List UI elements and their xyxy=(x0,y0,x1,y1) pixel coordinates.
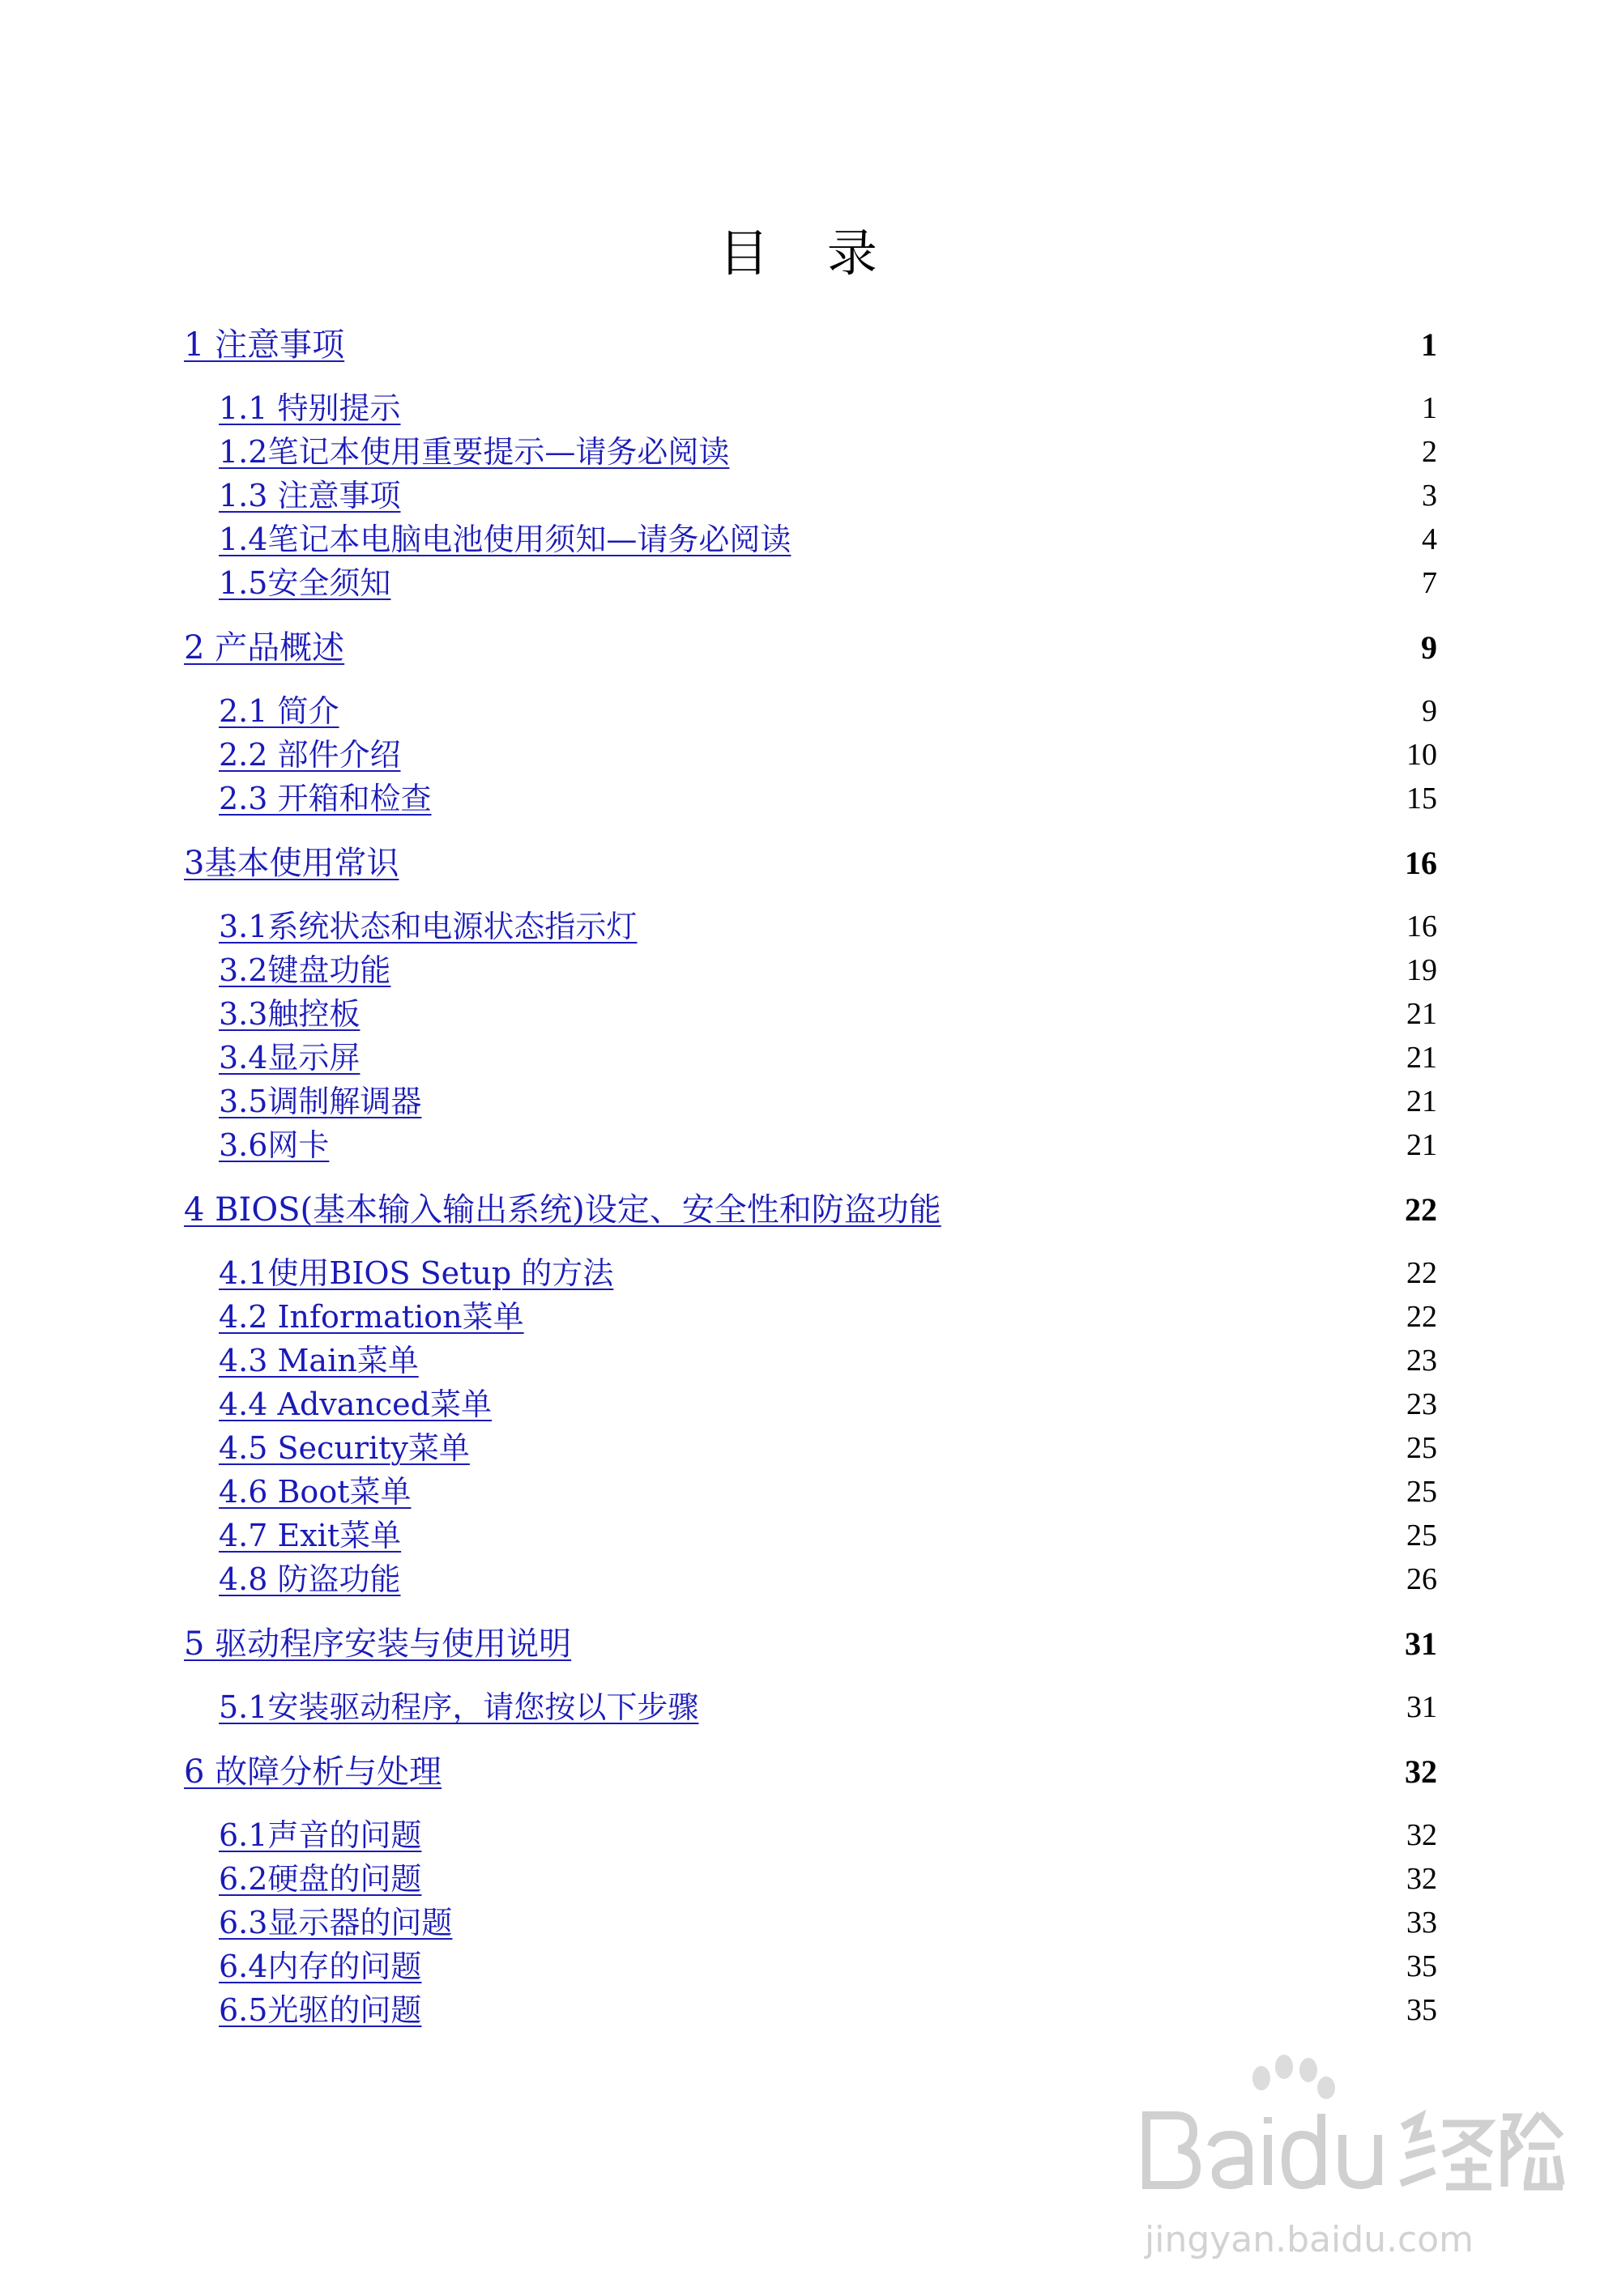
toc-section-row xyxy=(0,1122,1617,1165)
toc-page-number: 35 xyxy=(1406,1993,1437,2027)
toc-section-row xyxy=(0,1381,1617,1425)
toc-section-row xyxy=(0,1987,1617,2030)
toc-page-number: 22 xyxy=(1405,1191,1437,1228)
toc-section-row xyxy=(0,688,1617,731)
toc-section-link[interactable]: 6.3显示器的问题 xyxy=(219,1905,453,1940)
toc-page-number: 21 xyxy=(1406,1041,1437,1075)
toc-chapter-row xyxy=(0,1187,1617,1231)
toc-section-link[interactable]: 1.5安全须知 xyxy=(219,565,391,601)
toc-section-link[interactable]: 2.3 开箱和检查 xyxy=(219,781,432,816)
toc-section-link[interactable]: 3.6网卡 xyxy=(219,1127,330,1163)
toc-section-row xyxy=(0,1855,1617,1899)
toc-page-number: 21 xyxy=(1406,1084,1437,1118)
toc-section-row xyxy=(0,1899,1617,1943)
toc-page-number: 25 xyxy=(1406,1431,1437,1465)
toc-section-link[interactable]: 1.1 特别提示 xyxy=(219,390,401,426)
toc-section-link[interactable]: 5.1安装驱动程序，请您按以下步骤 xyxy=(219,1689,699,1725)
toc-page-number: 9 xyxy=(1422,694,1437,728)
toc-section-row xyxy=(0,1034,1617,1078)
toc-page-number: 31 xyxy=(1405,1625,1437,1662)
watermark-url: jingyan.baidu.com xyxy=(1145,2219,1474,2260)
page-title: 目 录 xyxy=(719,224,898,283)
toc-chapter-link[interactable]: 5 驱动程序安装与使用说明 xyxy=(184,1625,572,1663)
toc-section-row xyxy=(0,385,1617,428)
toc-chapter-link[interactable]: 2 产品概述 xyxy=(184,629,345,667)
toc-section-row xyxy=(0,775,1617,819)
toc-page-number: 15 xyxy=(1406,782,1437,816)
toc-chapter-link[interactable]: 4 BIOS(基本输入输出系统)设定、安全性和防盗功能 xyxy=(184,1191,941,1229)
toc-section-row xyxy=(0,1293,1617,1337)
toc-section-link[interactable]: 6.5光驱的问题 xyxy=(219,1992,422,2028)
toc-page-number: 35 xyxy=(1406,1949,1437,1983)
toc-section-link[interactable]: 1.2笔记本使用重要提示—请务必阅读 xyxy=(219,434,730,470)
toc-section-link[interactable]: 4.2 Information菜单 xyxy=(219,1299,524,1335)
toc-section-link[interactable]: 6.1声音的问题 xyxy=(219,1817,422,1853)
toc-section-link[interactable]: 4.3 Main菜单 xyxy=(219,1343,419,1378)
toc-section-link[interactable]: 3.1系统状态和电源状态指示灯 xyxy=(219,909,638,944)
watermark xyxy=(1130,2049,1568,2260)
toc-page-number: 23 xyxy=(1406,1387,1437,1421)
toc-page-number: 21 xyxy=(1406,1128,1437,1162)
toc-section-row xyxy=(0,428,1617,472)
toc-section-row xyxy=(0,1556,1617,1600)
toc-page-number: 1 xyxy=(1422,391,1437,425)
toc-page-number: 4 xyxy=(1422,522,1437,556)
toc-chapter-row xyxy=(0,1749,1617,1793)
toc-section-link[interactable]: 3.3触控板 xyxy=(219,996,361,1032)
toc-section-link[interactable]: 4.8 防盗功能 xyxy=(219,1561,401,1597)
toc-page-number: 1 xyxy=(1421,326,1437,363)
toc-page-number: 23 xyxy=(1406,1344,1437,1378)
toc-section-row xyxy=(0,1812,1617,1855)
toc-section-row xyxy=(0,516,1617,560)
toc-page-number: 33 xyxy=(1406,1906,1437,1940)
toc-page-number: 25 xyxy=(1406,1475,1437,1509)
toc-section-row xyxy=(0,472,1617,516)
toc-page-number: 3 xyxy=(1422,479,1437,513)
toc-page-number: 32 xyxy=(1406,1818,1437,1852)
toc-section-link[interactable]: 1.4笔记本电脑电池使用须知—请务必阅读 xyxy=(219,522,791,557)
toc-page-number: 25 xyxy=(1406,1519,1437,1553)
toc-page-number: 22 xyxy=(1406,1256,1437,1290)
toc-section-link[interactable]: 4.5 Security菜单 xyxy=(219,1430,470,1466)
toc-section-row xyxy=(0,731,1617,775)
toc-section-link[interactable]: 2.1 简介 xyxy=(219,693,339,729)
toc-section-link[interactable]: 4.1使用BIOS Setup 的方法 xyxy=(219,1255,614,1291)
toc-page-number: 16 xyxy=(1405,845,1437,881)
toc-section-row xyxy=(0,560,1617,603)
toc-section-link[interactable]: 4.6 Boot菜单 xyxy=(219,1474,412,1510)
toc-section-link[interactable]: 3.2键盘功能 xyxy=(219,952,391,988)
toc-chapter-link[interactable]: 1 注意事项 xyxy=(184,326,345,364)
toc-chapter-link[interactable]: 3基本使用常识 xyxy=(184,845,399,882)
toc-section-row xyxy=(0,1512,1617,1556)
toc-chapter-row xyxy=(0,625,1617,669)
toc-section-link[interactable]: 3.5调制解调器 xyxy=(219,1084,422,1119)
toc-section-row xyxy=(0,990,1617,1034)
toc-page-number: 19 xyxy=(1406,953,1437,987)
toc-page-number: 10 xyxy=(1406,738,1437,772)
toc-section-link[interactable]: 4.4 Advanced菜单 xyxy=(219,1387,492,1422)
toc-section-row xyxy=(0,903,1617,947)
toc-page-number: 22 xyxy=(1406,1300,1437,1334)
toc-page-number: 32 xyxy=(1405,1753,1437,1790)
toc-section-link[interactable]: 6.4内存的问题 xyxy=(219,1949,422,1984)
toc-page-number: 16 xyxy=(1406,909,1437,944)
toc-section-link[interactable]: 4.7 Exit菜单 xyxy=(219,1518,402,1553)
toc-page-number: 31 xyxy=(1406,1690,1437,1724)
toc-page-number: 21 xyxy=(1406,997,1437,1031)
baidu-jingyan-logo xyxy=(1130,2049,1568,2211)
toc-section-row xyxy=(0,1425,1617,1468)
toc-page-number: 32 xyxy=(1406,1862,1437,1896)
toc-chapter-row xyxy=(0,322,1617,366)
toc-page-number: 2 xyxy=(1422,435,1437,469)
toc-section-row xyxy=(0,1250,1617,1293)
toc-section-link[interactable]: 1.3 注意事项 xyxy=(219,478,401,513)
toc-page-number: 9 xyxy=(1421,629,1437,666)
toc-section-row xyxy=(0,1078,1617,1122)
toc-section-row xyxy=(0,947,1617,990)
toc-section-row xyxy=(0,1684,1617,1727)
toc-section-link[interactable]: 6.2硬盘的问题 xyxy=(219,1861,422,1897)
toc-section-row xyxy=(0,1943,1617,1987)
toc-page-number: 7 xyxy=(1422,566,1437,600)
toc-section-link[interactable]: 3.4显示屏 xyxy=(219,1040,361,1076)
toc-chapter-row xyxy=(0,1621,1617,1665)
toc-page-number: 26 xyxy=(1406,1562,1437,1596)
toc-section-link[interactable]: 2.2 部件介绍 xyxy=(219,737,401,773)
toc-chapter-link[interactable]: 6 故障分析与处理 xyxy=(184,1753,442,1791)
toc-chapter-row xyxy=(0,841,1617,884)
toc-section-row xyxy=(0,1337,1617,1381)
toc-section-row xyxy=(0,1468,1617,1512)
